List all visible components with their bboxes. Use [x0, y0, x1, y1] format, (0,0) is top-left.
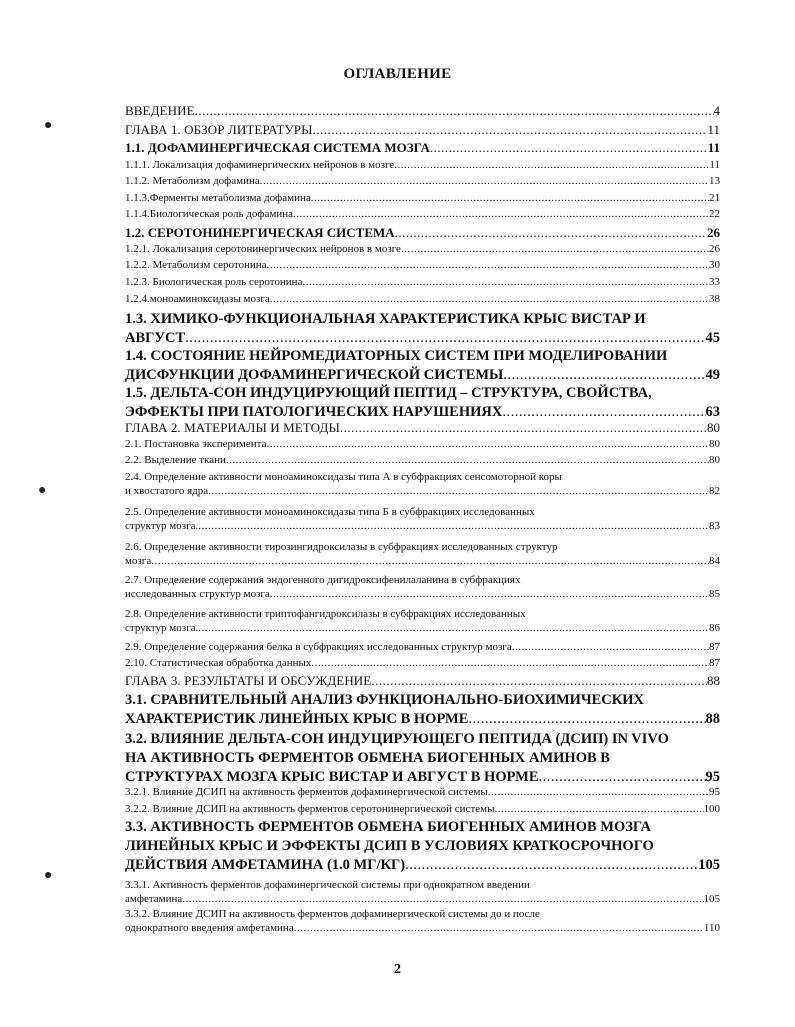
toc-page-number: 30	[709, 259, 720, 271]
toc-entry-text: структур мозга.	[125, 520, 199, 532]
toc-page-number: 82	[709, 485, 720, 497]
toc-entry-text: ЭФФЕКТЫ ПРИ ПАТОЛОГИЧЕСКИХ НАРУШЕНИЯХ	[125, 404, 503, 420]
dot-leader	[226, 453, 709, 467]
toc-entry[interactable]	[125, 292, 720, 306]
toc-page-number: 33	[709, 276, 720, 288]
toc-entry-text: 2.2. Выделение ткани	[125, 454, 226, 466]
toc-entry[interactable]	[125, 691, 720, 729]
toc-entry-text: 2.6. Определение активности тирозингидроксилазы в субфракциях исследованных структур	[125, 541, 558, 553]
toc-entry[interactable]	[125, 191, 720, 205]
toc-page-number: 11	[709, 159, 720, 171]
dot-leader	[340, 419, 707, 437]
dot-leader	[185, 329, 705, 348]
dot-leader	[371, 672, 707, 690]
dot-leader	[270, 292, 709, 306]
toc-entry[interactable]	[125, 242, 720, 256]
toc-page-number: 105	[698, 857, 720, 873]
toc-page-number: 45	[705, 330, 720, 346]
toc-entry[interactable]	[125, 453, 720, 467]
toc-entry[interactable]	[125, 419, 720, 437]
toc-page-number: 86	[709, 622, 720, 634]
toc-entry-text: структур мозга.	[125, 622, 199, 634]
dot-leader	[503, 366, 705, 385]
toc-entry-text: 3.3.2. Влияние ДСИП на активность ферментов дофаминергической системы до и после	[125, 908, 540, 920]
toc-page-number: 11	[707, 122, 720, 137]
toc-entry-text: 1.5. ДЕЛЬТА-СОН ИНДУЦИРУЮЩИЙ ПЕПТИД – СТРУКТУРА, СВОЙСТВА,	[125, 385, 652, 401]
toc-page-number: 80	[709, 454, 720, 466]
dot-leader	[468, 710, 705, 729]
dot-leader	[302, 275, 709, 289]
toc-entry[interactable]	[125, 310, 720, 348]
toc-entry-text: 2.8. Определение активности триптофангидроксилазы в субфракциях исследованных	[125, 608, 526, 620]
toc-page-number: 87	[709, 641, 720, 653]
toc-entry[interactable]	[125, 258, 720, 272]
toc-entry-text: 1.3. ХИМИКО-ФУНКЦИОНАЛЬНАЯ ХАРАКТЕРИСТИКА КРЫС ВИСТАР И	[125, 311, 646, 327]
toc-page-number: 63	[705, 404, 720, 420]
page-number: 2	[394, 962, 401, 977]
toc-page-number: 88	[707, 673, 720, 688]
toc-page-number: 26	[709, 243, 720, 255]
dot-leader	[395, 224, 707, 242]
dot-leader	[270, 587, 709, 601]
toc-entry[interactable]	[125, 540, 720, 568]
toc-entry[interactable]	[125, 730, 720, 787]
toc-entry[interactable]	[125, 573, 720, 601]
dot-leader	[488, 785, 709, 799]
toc-entry-text: 3.3. АКТИВНОСТЬ ФЕРМЕНТОВ ОБМЕНА БИОГЕННЫХ АМИНОВ МОЗГА	[125, 819, 652, 835]
scan-speck: ●	[38, 483, 47, 498]
toc-entry[interactable]	[125, 121, 720, 139]
toc-entry-text: 3.3.1. Активность ферментов дофаминергической системы при однократном введении	[125, 879, 530, 891]
toc-entry[interactable]	[125, 224, 720, 242]
dot-leader	[294, 921, 704, 935]
toc-entry[interactable]	[125, 672, 720, 690]
toc-entry-text: 3.2.2. Влияние ДСИП на активность ферментов серотонинергической системы	[125, 803, 495, 815]
toc-entry-text: 1.2. СЕРОТОНИНЕРГИЧЕСКАЯ СИСТЕМА	[125, 225, 395, 240]
toc-page-number: 21	[709, 192, 720, 204]
toc-entry-text: 1.2.3. Биологическая роль серотонина	[125, 276, 303, 288]
toc-entry-text: ЛИНЕЙНЫХ КРЫС И ЭФФЕКТЫ ДСИП В УСЛОВИЯХ КРАТКОСРОЧНОГО	[125, 838, 654, 854]
toc-entry-text: мозга	[125, 555, 152, 567]
dot-leader	[208, 484, 709, 498]
toc-entry[interactable]	[125, 139, 720, 157]
toc-entry-text: ГЛАВА 2. МАТЕРИАЛЫ И МЕТОДЫ	[125, 420, 340, 435]
toc-entry-text: ДИСФУНКЦИИ ДОФАМИНЕРГИЧЕСКОЙ СИСТЕМЫ	[125, 367, 504, 383]
dot-leader	[512, 640, 709, 654]
toc-entry[interactable]	[125, 640, 720, 654]
dot-leader	[260, 174, 709, 188]
dot-leader	[266, 437, 709, 451]
dot-leader	[151, 554, 709, 568]
toc-entry-text: 1.1.1. Локализация дофаминергических нейронов в мозге	[125, 159, 395, 171]
toc-entry-text: ХАРАКТЕРИСТИК ЛИНЕЙНЫХ КРЫС В НОРМЕ	[125, 711, 469, 727]
dot-leader	[311, 656, 709, 670]
dot-leader	[198, 519, 709, 533]
toc-entry[interactable]	[125, 102, 720, 120]
toc-page-number: 95	[705, 769, 720, 785]
toc-page-number: 13	[709, 175, 720, 187]
toc-page-number: 110	[703, 922, 720, 934]
toc-entry[interactable]	[125, 384, 720, 422]
toc-entry[interactable]	[125, 275, 720, 289]
toc-entry[interactable]	[125, 347, 720, 385]
toc-entry-text: 1.2.4.моноаминоксидазы мозга	[125, 293, 270, 305]
toc-entry-text: 1.1. ДОФАМИНЕРГИЧЕСКАЯ СИСТЕМА МОЗГА	[125, 140, 430, 155]
dot-leader	[401, 242, 709, 256]
toc-entry[interactable]	[125, 470, 720, 498]
toc-entry-text: 1.1.2. Метаболизм дофамина	[125, 175, 260, 187]
toc-entry[interactable]	[125, 437, 720, 451]
toc-entry[interactable]	[125, 818, 720, 875]
toc-page-number: 26	[707, 225, 720, 240]
toc-entry[interactable]	[125, 158, 720, 172]
dot-leader	[293, 207, 709, 221]
toc-entry[interactable]	[125, 878, 720, 906]
toc-entry-text: 1.2.2. Метаболизм серотонина	[125, 259, 267, 271]
toc-entry[interactable]	[125, 907, 720, 935]
toc-entry-text: амфетамина	[125, 893, 183, 905]
toc-entry[interactable]	[125, 505, 720, 533]
toc-entry-text: 2.1. Постановка эксперимента	[125, 438, 267, 450]
toc-entry-text: 1.4. СОСТОЯНИЕ НЕЙРОМЕДИАТОРНЫХ СИСТЕМ ПРИ МОДЕЛИРОВАНИИ	[125, 348, 668, 364]
toc-page-number: 80	[707, 420, 720, 435]
dot-leader	[182, 892, 703, 906]
toc-page-number: 4	[713, 103, 720, 118]
toc-entry[interactable]	[125, 802, 720, 816]
toc-page-number: 49	[705, 367, 720, 383]
toc-page-number: 100	[703, 803, 720, 815]
toc-page-number: 83	[709, 520, 720, 532]
toc-page-number: 95	[709, 786, 720, 798]
toc-entry-text: 3.2.1. Влияние ДСИП на активность ферментов дофаминергической системы	[125, 786, 488, 798]
dot-leader	[195, 102, 714, 120]
dot-leader	[394, 158, 709, 172]
dot-leader	[198, 621, 709, 635]
toc-entry[interactable]	[125, 607, 720, 635]
toc-entry-text: СТРУКТУРАХ МОЗГА КРЫС ВИСТАР И АВГУСТ В НОРМЕ	[125, 769, 539, 785]
toc-entry-text: 3.1. СРАВНИТЕЛЬНЫЙ АНАЛИЗ ФУНКЦИОНАЛЬНО-БИОХИМИЧЕСКИХ	[125, 692, 645, 708]
toc-entry-text: 3.2. ВЛИЯНИЕ ДЕЛЬТА-СОН ИНДУЦИРУЮЩЕГО ПЕПТИДА (ДСИП) IN VIVO	[125, 731, 669, 747]
toc-page-number: 85	[709, 588, 720, 600]
page-title: ОГЛАВЛЕНИЕ	[343, 66, 452, 82]
toc-entry-text: ГЛАВА 3. РЕЗУЛЬТАТЫ И ОБСУЖДЕНИЕ	[125, 673, 372, 688]
toc-entry[interactable]	[125, 785, 720, 799]
dot-leader	[313, 121, 708, 139]
toc-entry-text: исследованных структур мозга	[125, 588, 270, 600]
dot-leader	[430, 139, 708, 157]
toc-entry[interactable]	[125, 174, 720, 188]
toc-entry-text: однократного введения амфетамина	[125, 922, 294, 934]
toc-page-number: 80	[709, 438, 720, 450]
toc-entry-text: 2.10. Статистическая обработка данных	[125, 657, 312, 669]
toc-page-number: 38	[709, 293, 720, 305]
toc-entry-text: ВВЕДЕНИЕ	[125, 103, 195, 118]
dot-leader	[311, 191, 709, 205]
scan-speck: ●	[44, 868, 53, 883]
toc-page-number: 105	[703, 893, 720, 905]
toc-page-number: 11	[707, 140, 720, 155]
toc-entry[interactable]	[125, 207, 720, 221]
toc-entry-text: ДЕЙСТВИЯ АМФЕТАМИНА (1.0 МГ/КГ)	[125, 857, 406, 873]
dot-leader	[494, 802, 703, 816]
toc-entry-text: АВГУСТ	[125, 330, 186, 346]
toc-entry-text: 2.7. Определение содержания эндогенного дигидроксифенилаланина в субфракциях	[125, 574, 521, 586]
scan-speck: ●	[44, 118, 53, 133]
toc-entry-text: 2.4. Определение активности моноаминоксидазы типа А в субфракциях сенсомоторной коры	[125, 471, 562, 483]
toc-page-number: 87	[709, 657, 720, 669]
toc-page-number: 84	[709, 555, 720, 567]
toc-page-number: 88	[705, 711, 720, 727]
toc-entry-text: 1.1.3.Ферменты метаболизма дофамина	[125, 192, 311, 204]
toc-entry-text: ГЛАВА 1. ОБЗОР ЛИТЕРАТУРЫ	[125, 122, 313, 137]
toc-page-number: 22	[709, 208, 720, 220]
toc-entry-text: НА АКТИВНОСТЬ ФЕРМЕНТОВ ОБМЕНА БИОГЕННЫХ АМИНОВ В	[125, 750, 610, 766]
toc-entry-text: 1.2.1. Локализация серотонинергических нейронов в мозге	[125, 243, 401, 255]
toc-entry-text: 2.9. Определение содержания белка в субфракциях исследованных структур мозга	[125, 641, 512, 653]
toc-entry-text: и хвостатого ядра	[125, 485, 209, 497]
dot-leader	[405, 856, 698, 875]
toc-entry[interactable]	[125, 656, 720, 670]
toc-entry-text: 1.1.4.Биологическая роль дофамина	[125, 208, 293, 220]
dot-leader	[267, 258, 709, 272]
toc-entry-text: 2.5. Определение активности моноаминоксидазы типа Б в субфракциях исследованных	[125, 506, 535, 518]
